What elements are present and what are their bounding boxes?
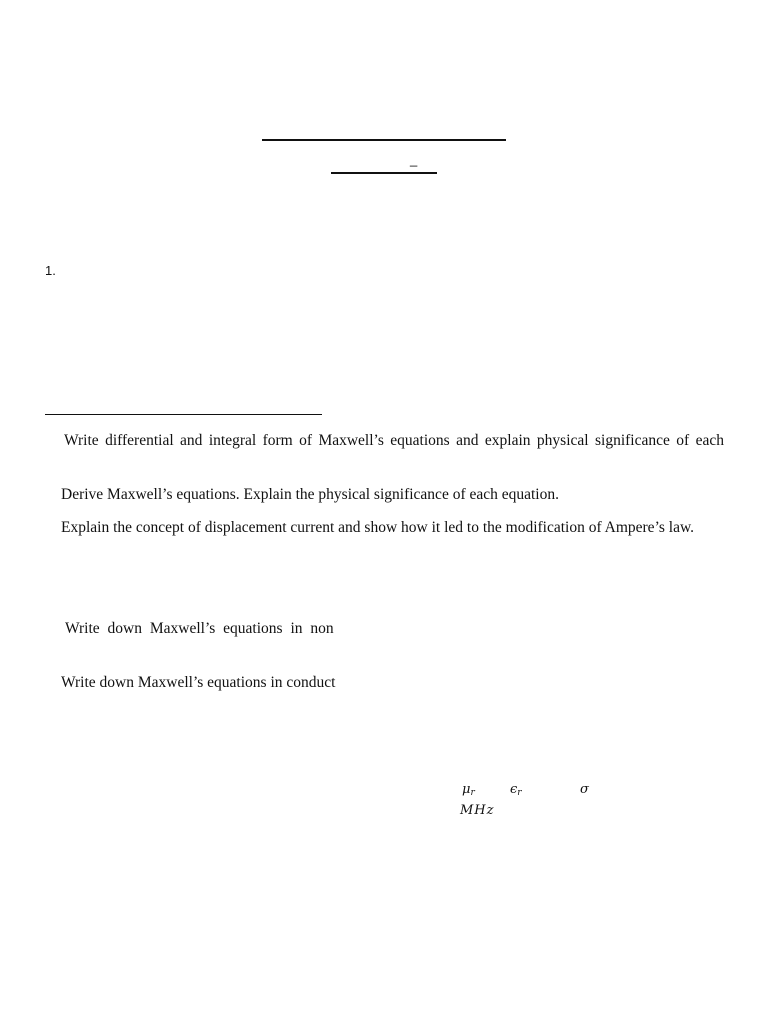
mu-subscript: r [470, 788, 475, 798]
section-divider [45, 414, 322, 415]
question-4: Write down Maxwell’s equations in non [65, 620, 334, 637]
question-2: Derive Maxwell’s equations. Explain the physical significance of each equation. [61, 486, 559, 503]
conductivity-symbol: σ [580, 782, 589, 797]
epsilon-glyph: ϵ [510, 782, 518, 797]
subtitle-underline [331, 172, 437, 174]
section-number: 1. [45, 263, 56, 278]
permeability-symbol [462, 782, 475, 798]
permittivity-symbol [510, 782, 522, 798]
epsilon-subscript: r [517, 788, 522, 798]
question-1: Write differential and integral form of Maxwell’s equations and explain physical significance of each [64, 432, 724, 449]
subtitle-mark: _ [410, 152, 418, 167]
question-3: Explain the concept of displacement current and show how it led to the modification of Ampere’s law. [61, 519, 695, 536]
frequency-unit: MHz [460, 803, 495, 818]
mu-glyph: μ [462, 782, 471, 797]
question-5: Write down Maxwell’s equations in conduct [61, 674, 336, 691]
title-underline [262, 139, 506, 141]
